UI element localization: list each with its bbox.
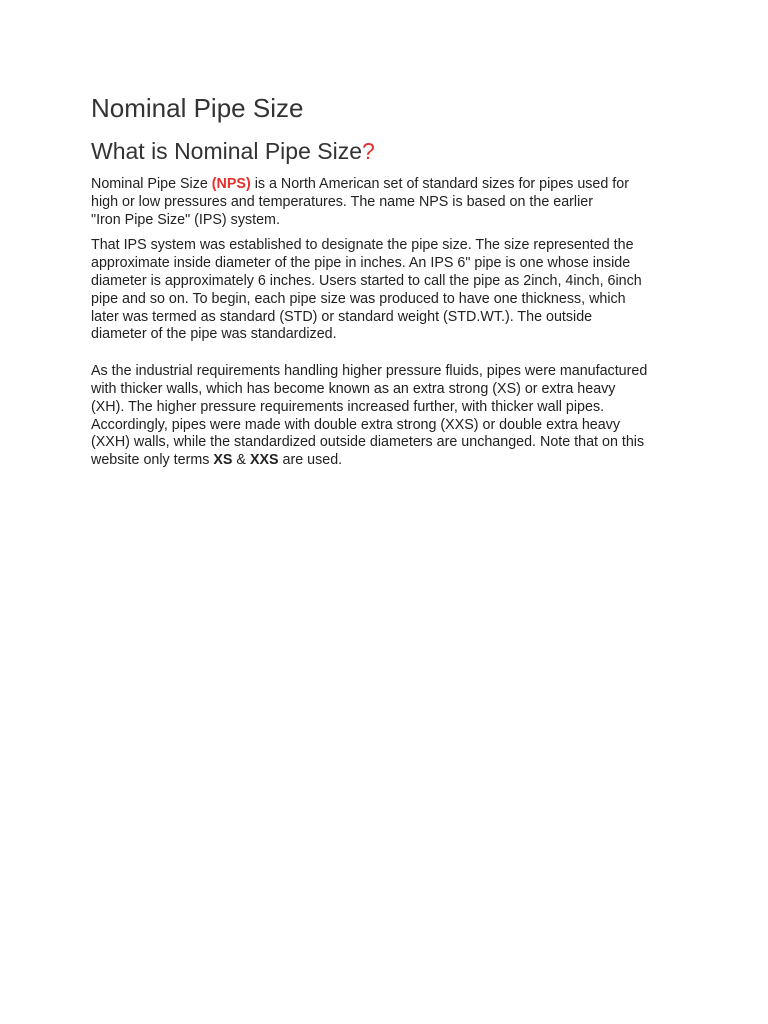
wall-line5: (XXH) walls, while the standardized outside diameters are unchanged. Note that on this <box>91 434 645 451</box>
question-mark: ? <box>362 138 375 164</box>
wall-line6-lead: website only terms <box>91 452 214 469</box>
term-xxs: XXS <box>249 452 279 469</box>
wall-line3: (XH). The higher pressure requirements increased further, with thicker wall pipes. <box>91 398 605 415</box>
wall-line1: As the industrial requirements handling higher pressure fluids, pipes were manufactured <box>91 363 648 380</box>
nps-lead: Nominal Pipe Size <box>91 176 212 192</box>
nps-highlight: (NPS) <box>211 176 251 192</box>
wall-line6-tail: are used. <box>278 452 343 469</box>
wall-line2: with thicker walls, which has become known as an extra strong (XS) or extra heavy <box>91 380 616 397</box>
paragraph-wall-thickness <box>91 363 678 470</box>
ips-line6: diameter of the pipe was standardized. <box>91 326 337 343</box>
term-connector: & <box>232 452 250 469</box>
paragraph-nps-intro <box>91 176 678 229</box>
nps-line3: "Iron Pipe Size" (IPS) system. <box>91 211 280 228</box>
nps-line1-rest: is a North American set of standard sizes for pipes used for <box>250 176 629 192</box>
paragraph-ips-system <box>91 237 678 344</box>
ips-line5: later was termed as standard (STD) or standard weight (STD.WT.). The outside <box>91 308 593 325</box>
wall-line4: Accordingly, pipes were made with double extra strong (XXS) or double extra heavy <box>91 416 620 433</box>
section-heading <box>91 137 678 165</box>
section-heading-text: What is Nominal Pipe Size <box>91 138 362 164</box>
page-title: Nominal Pipe Size <box>91 93 304 123</box>
ips-line2: approximate inside diameter of the pipe in inches. An IPS 6" pipe is one whose inside <box>91 255 631 272</box>
ips-line4: pipe and so on. To begin, each pipe size was produced to have one thickness, which <box>91 290 626 307</box>
term-xs: XS <box>213 452 233 469</box>
nps-line2: high or low pressures and temperatures. The name NPS is based on the earlier <box>91 193 593 210</box>
ips-line3: diameter is approximately 6 inches. Users started to call the pipe as 2inch, 4inch, 6inch <box>91 272 642 289</box>
ips-line1: That IPS system was established to designate the pipe size. The size represented the <box>91 237 634 254</box>
